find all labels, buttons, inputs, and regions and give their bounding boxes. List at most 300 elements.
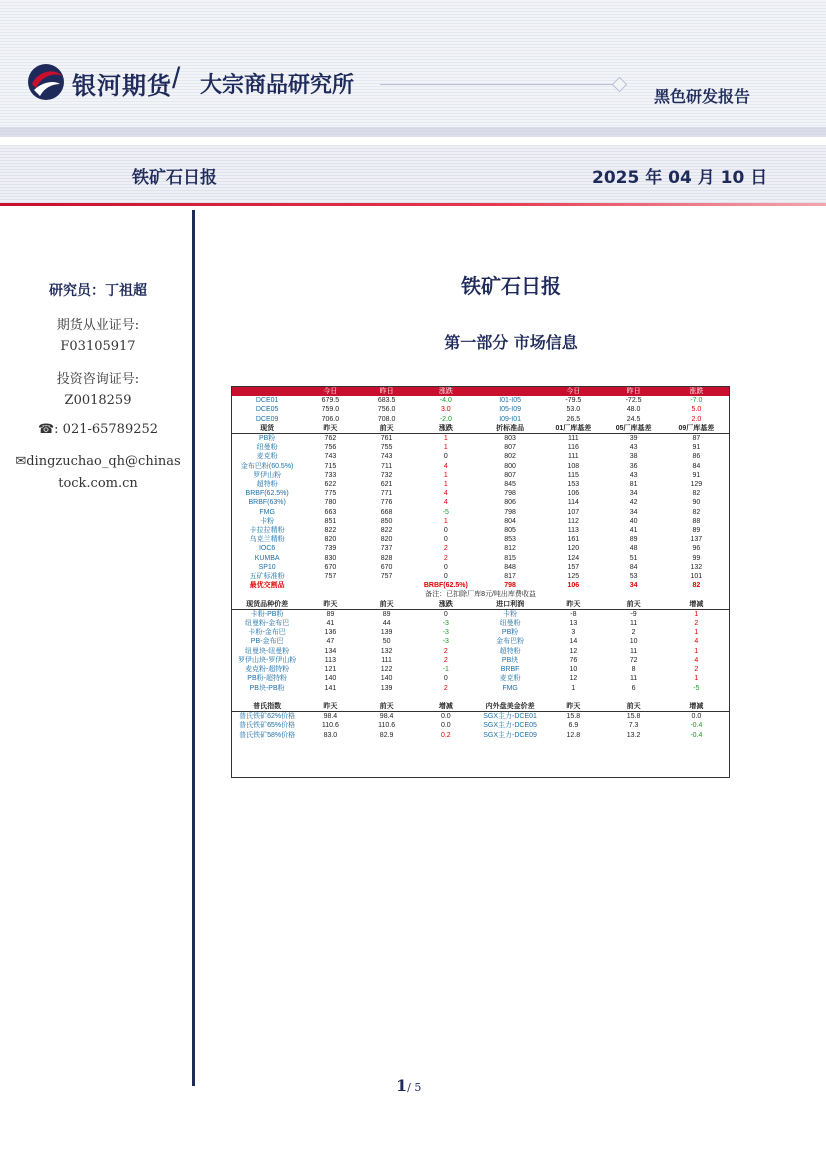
spot-row <box>232 535 729 544</box>
table-cell: 739 <box>324 545 337 553</box>
table-cell: 5.0 <box>691 406 702 414</box>
table-cell: 111 <box>381 656 392 664</box>
table-cell <box>477 387 543 396</box>
table-cell: 4 <box>694 656 699 664</box>
table-cell: 增减 <box>664 600 729 610</box>
table-cell: 679.5 <box>321 397 340 405</box>
table-cell: 普氏指数 <box>232 702 302 712</box>
table-cell: 157 <box>567 563 580 571</box>
table-cell: 113 <box>567 527 579 535</box>
table-cell: 0.0 <box>440 713 451 721</box>
table-cell: 昨日 <box>603 387 663 396</box>
table-cell: 89 <box>326 610 335 618</box>
table-cell: 670 <box>380 563 393 571</box>
table-cell: FMG <box>259 508 275 516</box>
table-cell: 折标准品 <box>477 424 543 434</box>
table-cell: 超特粉 <box>499 647 521 655</box>
table-cell: 2.0 <box>691 415 702 423</box>
table-cell: 850 <box>380 517 393 525</box>
table-cell: 99 <box>692 554 701 562</box>
table-cell: 806 <box>504 499 516 507</box>
table-cell: -7.0 <box>690 397 703 405</box>
table-cell: 84 <box>692 462 701 470</box>
table-cell: 706.0 <box>321 415 340 423</box>
table-cell: 进口利润 <box>477 600 543 610</box>
table-cell: 134 <box>324 647 337 655</box>
table-cell: 82 <box>692 582 701 590</box>
table-cell: 48.0 <box>626 406 641 414</box>
spacer-cell <box>232 693 729 702</box>
table-cell: 815 <box>504 554 516 562</box>
spot-row <box>232 480 729 489</box>
table-cell: 增减 <box>415 702 477 712</box>
table-cell: 112 <box>567 517 579 525</box>
table-cell: I05-I09 <box>499 406 521 414</box>
table-cell: 3 <box>571 629 576 637</box>
table-cell: 830 <box>324 554 337 562</box>
table-cell: 84 <box>629 563 638 571</box>
table-cell: 101 <box>690 573 703 581</box>
table-cell: BRBF <box>500 666 520 674</box>
table-cell: 87 <box>692 435 701 443</box>
table-cell: 2 <box>443 545 448 553</box>
report-type: 黑色研发报告 <box>654 87 751 106</box>
table-cell: 3.0 <box>440 406 451 414</box>
table-cell: PB块-PB粉 <box>249 684 285 692</box>
table-cell: 1 <box>443 517 448 525</box>
spot-row <box>232 498 729 507</box>
email-line-1[interactable]: dingzuchao_qh@chinas <box>26 454 181 469</box>
spacer-row <box>232 693 729 702</box>
spot-row <box>232 554 729 563</box>
spread-row <box>232 647 729 656</box>
table-cell: PB粉 <box>501 629 519 637</box>
table-cell: 668 <box>380 508 393 516</box>
table-cell: 最优交割品 <box>249 582 285 590</box>
table-cell: 771 <box>380 490 393 498</box>
table-cell: SGX主力-DCE01 <box>483 713 537 721</box>
table-cell: SGX主力-DCE09 <box>483 731 537 739</box>
table-cell: PB块 <box>501 656 519 664</box>
email-icon: ✉ <box>15 454 27 469</box>
table-cell: 798 <box>504 490 516 498</box>
consult-value: Z0018259 <box>64 393 132 408</box>
table-cell: 757 <box>380 573 393 581</box>
table-cell: DCE01 <box>255 397 279 405</box>
table-cell: 96 <box>692 545 701 553</box>
table-cell: 12 <box>569 675 578 683</box>
table-cell: 0 <box>443 563 448 571</box>
table-cell: 140 <box>324 675 337 683</box>
table-cell: 1 <box>443 471 448 479</box>
table-cell: 昨天 <box>302 600 358 610</box>
brand-name: 银河期货 <box>72 72 172 100</box>
spot-row <box>232 563 729 572</box>
table-cell: DCE05 <box>255 406 279 414</box>
table-cell: 803 <box>504 435 516 443</box>
table-cell: 137 <box>690 536 703 544</box>
table-cell: FMG <box>502 684 518 692</box>
table-cell: 0.2 <box>440 731 451 739</box>
table-cell: 124 <box>567 554 580 562</box>
spot-row <box>232 526 729 535</box>
table-cell: 50 <box>382 638 391 646</box>
table-cell: -9 <box>630 610 637 618</box>
table-cell: 129 <box>690 481 703 489</box>
table-cell: 807 <box>504 444 516 452</box>
best-delivery-row <box>232 581 729 590</box>
spread-row <box>232 684 729 693</box>
table-cell: 683.5 <box>377 397 396 405</box>
table-cell: 1 <box>694 610 699 618</box>
table-cell: 0.0 <box>691 713 702 721</box>
table-cell: -5 <box>693 684 700 692</box>
table-cell: 756 <box>324 444 337 452</box>
table-cell: 昨天 <box>302 702 358 712</box>
table-cell: 4 <box>443 499 448 507</box>
table-cell: 6 <box>631 684 636 692</box>
table-cell: 733 <box>324 471 337 479</box>
table-cell: 732 <box>380 471 393 479</box>
table-cell: 110.6 <box>321 722 339 730</box>
table-cell: 昨天 <box>302 424 358 434</box>
table-cell: 1 <box>443 444 448 452</box>
table-cell: 11 <box>629 675 638 683</box>
table-cell: 0 <box>443 453 448 461</box>
table-cell: 今日 <box>302 387 358 396</box>
table-cell: 卡粉-金布巴 <box>248 629 286 637</box>
table-cell: 卡粉 <box>503 610 518 618</box>
table-cell: 47 <box>326 638 335 646</box>
table-cell: 34 <box>629 508 638 516</box>
table-cell: -5 <box>442 508 449 516</box>
table-cell: 2 <box>443 684 448 692</box>
table-cell: 743 <box>324 453 337 461</box>
table-cell: 超特粉 <box>256 481 278 489</box>
table-cell: 48 <box>629 545 638 553</box>
table-cell: 53.0 <box>566 406 581 414</box>
table-cell: 普氏铁矿62%价格 <box>239 713 296 721</box>
table-cell: 82.9 <box>379 731 394 739</box>
table-cell <box>302 581 358 590</box>
table-cell: 13.2 <box>626 731 641 739</box>
table-cell: -3 <box>442 620 449 628</box>
table-cell: 136 <box>324 629 337 637</box>
table-cell: 755 <box>380 444 393 452</box>
table-cell: 0.0 <box>440 722 451 730</box>
table-cell: 2 <box>694 666 699 674</box>
table-cell: 121 <box>324 666 337 674</box>
table-cell: 53 <box>629 573 638 581</box>
table-cell: 前天 <box>359 600 415 610</box>
table-cell: 132 <box>690 563 703 571</box>
table-cell: 涨跌 <box>664 387 729 396</box>
institute-name: 大宗商品研究所 <box>200 73 355 98</box>
table-cell: 普氏铁矿65%价格 <box>239 722 296 730</box>
table-cell: 普氏铁矿58%价格 <box>239 731 296 739</box>
table-cell: 776 <box>380 499 393 507</box>
spread-row <box>232 656 729 665</box>
table-cell: 139 <box>380 684 393 692</box>
spot-row <box>232 452 729 461</box>
table-cell: 前天 <box>359 702 415 712</box>
table-cell: 麦克粉-超特粉 <box>244 666 290 674</box>
table-cell: 麦克粉 <box>256 453 278 461</box>
table-cell: 涨跌 <box>415 600 477 610</box>
table-cell: 1 <box>694 675 699 683</box>
table-cell: 42 <box>629 499 638 507</box>
table-cell: 851 <box>324 517 337 525</box>
table-cell: 798 <box>504 582 516 590</box>
table-cell: KUMBA <box>254 554 280 562</box>
table-cell: 43 <box>629 471 638 479</box>
table-note: 备注：已扣除厂库8元/吨出库费收益 <box>425 591 536 599</box>
table-cell: 114 <box>567 499 579 507</box>
brand-slash: / <box>172 62 181 95</box>
table-cell: 0 <box>443 573 448 581</box>
table-cell: 737 <box>380 545 393 553</box>
table-cell: 139 <box>380 629 393 637</box>
index-row <box>232 712 729 722</box>
table-cell: 24.5 <box>626 415 641 423</box>
table-cell: 前天 <box>603 600 663 610</box>
table-cell: 848 <box>504 563 516 571</box>
table-cell: 845 <box>504 481 516 489</box>
table-cell: 807 <box>504 471 516 479</box>
table-cell: 罗伊山粉 <box>253 471 282 479</box>
table-cell: 761 <box>380 435 393 443</box>
table-cell: 0 <box>443 536 448 544</box>
spot-row <box>232 462 729 471</box>
market-data-table <box>232 387 729 740</box>
table-cell: 161 <box>567 536 580 544</box>
table-cell: BRBF(63%) <box>248 499 286 507</box>
table-cell: 110.6 <box>378 722 396 730</box>
table-cell: -3 <box>442 629 449 637</box>
futures-header-row <box>232 387 729 396</box>
table-cell: 762 <box>324 435 337 443</box>
table-cell: 107 <box>567 508 580 516</box>
table-cell: 前天 <box>359 424 415 434</box>
table-cell: 4 <box>443 490 448 498</box>
table-cell: 12 <box>569 647 578 655</box>
note-row <box>232 590 729 599</box>
table-cell: 10 <box>569 666 578 674</box>
table-cell: 今日 <box>543 387 603 396</box>
table-cell <box>232 387 302 396</box>
table-cell: 34 <box>629 582 638 590</box>
table-cell: 1 <box>443 481 448 489</box>
spot-row <box>232 443 729 452</box>
table-cell: 805 <box>504 527 516 535</box>
table-cell: 2 <box>443 647 448 655</box>
spot-header-row <box>232 424 729 434</box>
table-cell: 802 <box>504 453 516 461</box>
table-cell: 现货 <box>232 424 302 434</box>
table-cell: IOC6 <box>258 545 276 553</box>
report-title: 铁矿石日报 <box>132 168 217 188</box>
table-cell: 8 <box>631 666 636 674</box>
table-cell: -72.5 <box>625 397 642 405</box>
table-cell: 759.0 <box>321 406 340 414</box>
table-cell: 卡粉-PB粉 <box>250 610 284 618</box>
spot-row <box>232 489 729 498</box>
table-cell: 82 <box>692 490 701 498</box>
table-cell: 115 <box>567 471 579 479</box>
table-cell: 663 <box>324 508 337 516</box>
table-cell: 15.8 <box>626 713 641 721</box>
table-cell: 822 <box>324 527 337 535</box>
table-cell: 09厂库基差 <box>664 424 729 434</box>
table-cell: 34 <box>629 490 638 498</box>
consult-label: 投资咨询证号: <box>56 372 140 387</box>
table-cell: 12.8 <box>566 731 581 739</box>
table-cell: 1 <box>694 647 699 655</box>
spot-row <box>232 517 729 526</box>
table-cell: -0.4 <box>690 722 703 730</box>
table-cell: 89 <box>629 536 638 544</box>
table-cell: -79.5 <box>565 397 582 405</box>
table-cell: 昨日 <box>359 387 415 396</box>
index-row <box>232 721 729 730</box>
table-cell: 76 <box>569 656 578 664</box>
phone-icon: ☎ <box>37 422 55 437</box>
table-cell: 4 <box>443 462 448 470</box>
table-cell: 106 <box>567 490 580 498</box>
table-cell: 51 <box>629 554 638 562</box>
table-cell: 622 <box>324 481 337 489</box>
spot-row <box>232 471 729 480</box>
page-current: 1 <box>396 1076 408 1095</box>
decorative-line <box>380 84 620 85</box>
table-cell: 120 <box>567 545 580 553</box>
table-cell: 五矿标准粉 <box>249 573 285 581</box>
table-cell: 41 <box>326 620 335 628</box>
table-cell: 现货品种价差 <box>232 600 302 610</box>
table-cell: 812 <box>504 545 516 553</box>
table-cell: 122 <box>380 666 393 674</box>
table-cell: 金布巴粉(60.5%) <box>240 462 294 470</box>
table-cell: PB-金布巴 <box>250 638 284 646</box>
table-cell: BRBF(62.5%) <box>423 582 468 590</box>
table-cell: 828 <box>380 554 393 562</box>
license-value: F03105917 <box>60 339 136 354</box>
table-cell: 98.4 <box>323 713 338 721</box>
table-cell: 853 <box>504 536 516 544</box>
table-cell: 7.3 <box>628 722 639 730</box>
table-cell: 11 <box>629 620 638 628</box>
table-cell <box>359 581 415 590</box>
table-cell: 43 <box>629 444 638 452</box>
table-cell: 91 <box>692 471 701 479</box>
analyst-sidebar <box>10 280 186 495</box>
spread-row <box>232 628 729 637</box>
table-cell: 6.9 <box>568 722 579 730</box>
table-cell: 41 <box>629 527 638 535</box>
table-cell: 804 <box>504 517 516 525</box>
table-cell: 纽曼粉 <box>499 620 521 628</box>
page-total: / 5 <box>407 1081 422 1094</box>
table-cell: -8 <box>570 610 577 618</box>
table-cell: 88 <box>692 517 701 525</box>
galaxy-logo-icon <box>26 62 66 102</box>
table-cell: 1 <box>443 435 448 443</box>
table-cell: 麦克粉 <box>499 675 521 683</box>
table-cell: 40 <box>629 517 638 525</box>
table-body <box>232 387 729 740</box>
spread-row <box>232 619 729 628</box>
table-cell: 820 <box>324 536 337 544</box>
futures-row <box>232 405 729 414</box>
table-cell: 纽曼块-纽曼粉 <box>244 647 290 655</box>
table-cell: 昨天 <box>543 600 603 610</box>
phone-number: : 021-65789252 <box>54 422 159 437</box>
sidebar-divider <box>192 210 195 1086</box>
table-cell: 0 <box>443 610 448 618</box>
page-number <box>396 1076 421 1095</box>
table-cell: 153 <box>567 481 580 489</box>
main-title: 铁矿石日报 <box>461 274 561 298</box>
table-cell: 金布巴粉 <box>496 638 525 646</box>
table-cell: BRBF(62.5%) <box>245 490 289 498</box>
email-block[interactable] <box>10 451 186 495</box>
table-cell: 2 <box>631 629 636 637</box>
table-cell: 780 <box>324 499 337 507</box>
section-title: 第一部分 市场信息 <box>444 333 578 352</box>
table-cell: -4.0 <box>439 397 452 405</box>
table-cell: 纽曼粉-金布巴 <box>244 620 290 628</box>
table-cell: 89 <box>382 610 391 618</box>
spread-row <box>232 674 729 683</box>
table-cell: 113 <box>324 656 336 664</box>
spot-row <box>232 434 729 444</box>
table-cell: -0.4 <box>690 731 703 739</box>
index-row <box>232 731 729 740</box>
spread-row <box>232 637 729 646</box>
table-cell: 39 <box>629 435 638 443</box>
spread-row <box>232 665 729 674</box>
table-cell: 2 <box>443 656 448 664</box>
table-cell: 743 <box>380 453 393 461</box>
header-divider <box>0 127 826 137</box>
table-cell: 82 <box>692 508 701 516</box>
table-cell: -2.0 <box>439 415 452 423</box>
table-cell: 116 <box>567 444 579 452</box>
table-cell: SGX主力-DCE05 <box>483 722 537 730</box>
table-cell: 15.8 <box>566 713 581 721</box>
table-cell: 670 <box>324 563 337 571</box>
table-cell: 1 <box>571 684 576 692</box>
table-cell: 125 <box>567 573 580 581</box>
table-cell: 0 <box>443 675 448 683</box>
table-cell: 820 <box>380 536 393 544</box>
table-cell: 91 <box>692 444 701 452</box>
table-cell: 822 <box>380 527 393 535</box>
red-rule <box>0 203 826 206</box>
email-line-2[interactable]: tock.com.cn <box>58 476 138 491</box>
table-cell: 26.5 <box>566 415 581 423</box>
table-cell: 44 <box>382 620 391 628</box>
table-cell: 141 <box>324 684 337 692</box>
table-cell: 86 <box>692 453 701 461</box>
table-cell: 2 <box>443 554 448 562</box>
spread-row <box>232 609 729 619</box>
table-cell: 1 <box>694 629 699 637</box>
table-cell: 4 <box>694 638 699 646</box>
table-cell: 89 <box>692 527 701 535</box>
table-cell: 卡粉 <box>260 517 275 525</box>
table-cell: 10 <box>629 638 638 646</box>
